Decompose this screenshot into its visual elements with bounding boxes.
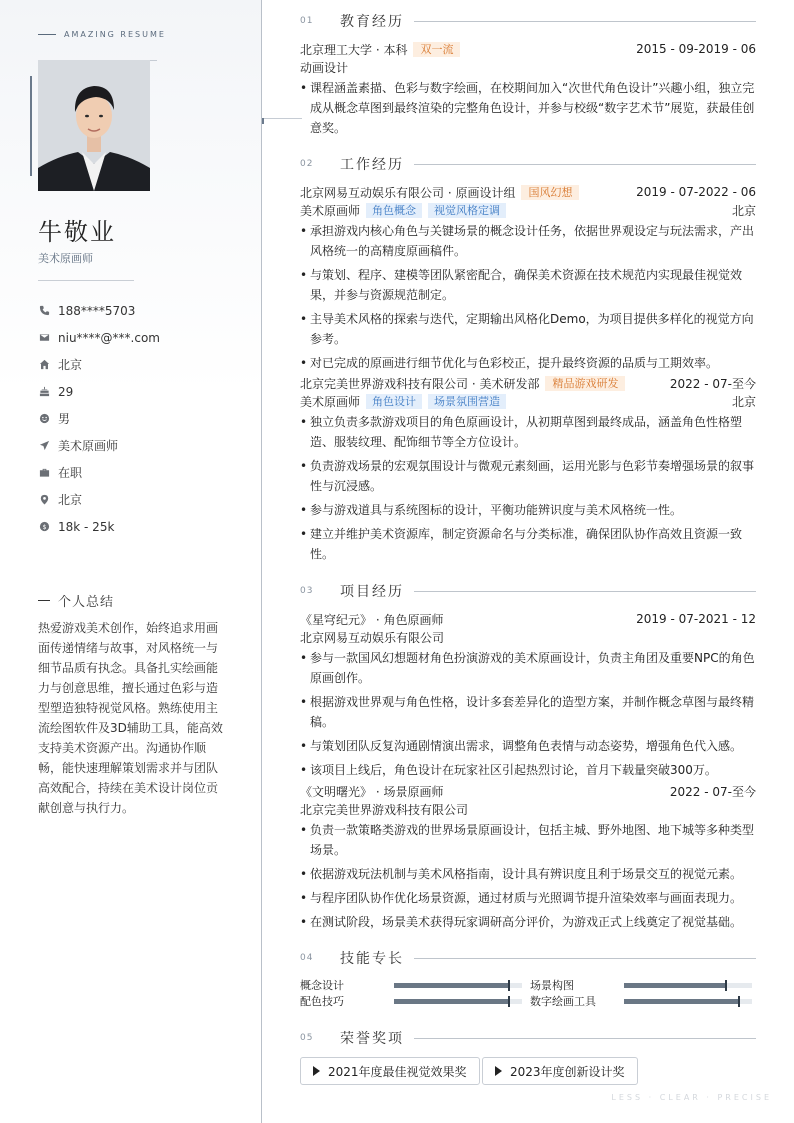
skill-bar — [624, 999, 752, 1004]
work-bullets — [300, 221, 756, 373]
work-header-row — [300, 374, 756, 392]
brand-text: AMAZING RESUME — [64, 30, 166, 39]
section-rule — [414, 591, 756, 592]
skill-marker — [725, 980, 727, 991]
svg-text:$: $ — [41, 522, 47, 531]
work-bullet: • 承担游戏内核心角色与关键场景的概念设计任务，依据世界观设定与玩法需求，产出风格统一的高精度原画稿件。 — [300, 221, 756, 261]
project-dates: 2019 - 07-2021 - 12 — [636, 612, 756, 626]
skill-marker — [508, 996, 510, 1007]
section-number: 04 — [300, 953, 314, 963]
award-badge — [482, 1057, 638, 1085]
skill-bar — [624, 983, 752, 988]
work-role-row — [300, 201, 756, 219]
brand-label — [38, 30, 166, 39]
project-title: 《星穹纪元》 · 角色原画师 — [300, 612, 444, 627]
section-projects-header — [300, 581, 756, 601]
skill-marker — [508, 980, 510, 991]
info-gender — [38, 405, 160, 432]
project-bullet: • 与策划团队反复沟通剧情演出需求，调整角色表情与动态姿势，增强角色代入感。 — [300, 736, 756, 756]
school-tag: 双一流 — [413, 42, 460, 57]
project-bullet: • 参与一款国风幻想题材角色扮演游戏的美术原画设计，负责主角团及重要NPC的角色原画创作。 — [300, 648, 756, 688]
company-tag: 国风幻想 — [521, 185, 579, 200]
work-bullet: • 负责游戏场景的宏观氛围设计与微观元素刻画，运用光影与色彩节奏增强场景的叙事性与沉浸感。 — [300, 456, 756, 496]
skill-item — [300, 977, 522, 993]
skill-fill — [624, 983, 726, 988]
work-bullet: • 参与游戏道具与系统图标的设计，平衡功能辨识度与美术风格统一性。 — [300, 500, 756, 520]
avatar — [38, 60, 150, 191]
work-bullet: • 独立负责多款游戏项目的角色原画设计，从初期草图到最终成品，涵盖角色性格塑造、服装纹理、配饰细节等全方位设计。 — [300, 412, 756, 452]
info-location — [38, 486, 160, 513]
section-title: 教育经历 — [340, 14, 404, 30]
work-city: 北京 — [731, 203, 756, 218]
skill-item — [300, 993, 522, 1009]
project-header-row — [300, 610, 756, 628]
project-company: 北京完美世界游戏科技有限公司 — [300, 802, 469, 817]
location-text: 北京 — [58, 493, 83, 507]
skill-item — [530, 993, 752, 1009]
section-skills-header — [300, 948, 756, 968]
project-dates: 2022 - 07-至今 — [669, 784, 756, 799]
contact-info-list — [38, 297, 160, 540]
skill-name: 配色技巧 — [300, 995, 344, 1008]
info-age — [38, 378, 160, 405]
gender-text: 男 — [58, 412, 71, 426]
project-bullet: • 负责一款策略类游戏的世界场景原画设计，包括主城、野外地图、地下城等多种类型场景。 — [300, 820, 756, 860]
cake-icon — [38, 386, 50, 398]
status-text: 在职 — [58, 466, 83, 480]
project-bullet: • 依据游戏玩法机制与美术风格指南，设计具有辨识度且利于场景交互的视觉元素。 — [300, 864, 756, 884]
project-entry — [300, 610, 756, 784]
skill-bar — [394, 983, 522, 988]
position-text: 美术原画师 — [58, 439, 119, 453]
project-entry — [300, 782, 756, 936]
info-home — [38, 351, 160, 378]
school-name: 北京理工大学 · 本科 — [300, 42, 408, 57]
work-bullet: • 主导美术风格的探索与迭代，定期输出风格化Demo，为项目提供多样化的视觉方向参考。 — [300, 309, 756, 349]
briefcase-icon — [38, 467, 50, 479]
skill-fill — [394, 983, 509, 988]
summary-heading — [38, 591, 114, 610]
sidebar-divider — [38, 280, 134, 281]
phone-text: 188****5703 — [58, 303, 136, 318]
work-city: 北京 — [731, 394, 756, 409]
section-rule — [414, 1038, 756, 1039]
play-triangle-icon — [313, 1066, 320, 1076]
role-tag: 视觉风格定调 — [428, 203, 506, 218]
work-dates: 2022 - 07-至今 — [669, 376, 756, 391]
section-rule — [414, 958, 756, 959]
section-work-header — [300, 154, 756, 174]
section-title: 技能专长 — [340, 951, 404, 967]
education-dates: 2015 - 09-2019 - 06 — [636, 42, 756, 56]
send-icon — [38, 440, 50, 452]
skill-name: 数字绘画工具 — [530, 995, 596, 1008]
skill-fill — [394, 999, 509, 1004]
education-row — [300, 40, 756, 58]
info-salary — [38, 513, 160, 540]
work-bullets — [300, 412, 756, 564]
work-bullet: • 建立并维护美术资源库，制定资源命名与分类标准，确保团队协作高效且资源一致性。 — [300, 524, 756, 564]
brand-dash — [38, 34, 56, 35]
project-bullet: • 该项目上线后，角色设计在玩家社区引起热烈讨论，首月下载量突破300万。 — [300, 760, 756, 780]
education-major: 动画设计 — [300, 60, 349, 75]
company-name: 北京完美世界游戏科技有限公司 · 美术研发部 — [300, 376, 540, 391]
info-position — [38, 432, 160, 459]
company-name: 北京网易互动娱乐有限公司 · 原画设计组 — [300, 185, 516, 200]
section-rule — [414, 164, 756, 165]
work-role-row — [300, 392, 756, 410]
summary-text: 热爱游戏美术创作，始终追求用画面传递情绪与故事，对风格统一与细节品质有执念。具备扎实绘画能力与创意思维，擅长通过色彩与造型塑造独特视觉风格。熟练使用主流绘图软件及3D辅助工具，能高效支持美术资源产出。沟通协作顺畅，能快速理解策划需求并与团队高效配合，持续在美术设计岗位贡献创意与执行力。 — [38, 621, 223, 815]
section-education-header — [300, 11, 756, 31]
age-text: 29 — [58, 384, 74, 399]
avatar-portrait — [38, 60, 150, 191]
work-header-row — [300, 183, 756, 201]
skill-name: 场景构图 — [530, 979, 574, 992]
project-title: 《文明曙光》 · 场景原画师 — [300, 784, 444, 799]
section-title: 项目经历 — [340, 584, 404, 600]
summary-title-text: 个人总结 — [58, 595, 115, 610]
work-bullet: • 与策划、程序、建模等团队紧密配合，确保美术资源在技术规范内实现最佳视觉效果，并参与资源规范制定。 — [300, 265, 756, 305]
section-number: 02 — [300, 159, 314, 169]
project-bullet: • 与程序团队协作优化场景资源，通过材质与光照调节提升渲染效率与画面表现力。 — [300, 888, 756, 908]
education-major-row — [300, 58, 756, 76]
salary-text: 18k - 25k — [58, 519, 115, 534]
section-awards-header — [300, 1028, 756, 1048]
project-bullets — [300, 648, 756, 780]
skill-name: 概念设计 — [300, 979, 344, 992]
skill-bar — [394, 999, 522, 1004]
person-name: 牛敬业 — [38, 218, 116, 246]
email-text: niu****@***.com — [58, 330, 160, 345]
work-bullet: • 对已完成的原画进行细节优化与色彩校正，提升最终资源的品质与工期效率。 — [300, 353, 756, 373]
phone-icon — [38, 305, 50, 317]
project-header-row — [300, 782, 756, 800]
project-company: 北京网易互动娱乐有限公司 — [300, 630, 445, 645]
project-bullets — [300, 820, 756, 932]
education-bullet: • 课程涵盖素描、色彩与数字绘画，在校期间加入“次世代角色设计”兴趣小组，独立完成从概念草图到最终渲染的完整角色设计，并参与校级“数字艺术节”展览，获最佳创意奖。 — [300, 78, 756, 138]
connector-line — [262, 118, 302, 119]
education-entry — [300, 40, 756, 142]
dollar-icon — [38, 521, 50, 533]
info-status — [38, 459, 160, 486]
role-tag: 场景氛围营造 — [428, 394, 506, 409]
work-entry — [300, 183, 756, 377]
project-company-row — [300, 628, 756, 646]
connector-tick — [262, 118, 264, 124]
photo-accent-bar — [30, 76, 32, 176]
smile-icon — [38, 413, 50, 425]
skill-item — [530, 977, 752, 993]
info-email — [38, 324, 160, 351]
company-tag: 精品游戏研发 — [545, 376, 625, 391]
project-company-row — [300, 800, 756, 818]
section-number: 05 — [300, 1033, 314, 1043]
mail-icon — [38, 332, 50, 344]
role-name: 美术原画师 — [300, 394, 361, 409]
work-entry — [300, 374, 756, 568]
info-phone — [38, 297, 160, 324]
section-title: 工作经历 — [340, 157, 404, 173]
section-rule — [414, 21, 756, 22]
section-title: 荣誉奖项 — [340, 1031, 404, 1047]
project-bullet: • 在测试阶段，场景美术获得玩家调研高分评价，为游戏正式上线奠定了视觉基础。 — [300, 912, 756, 932]
award-badge — [300, 1057, 480, 1085]
summary-dash — [38, 600, 50, 601]
work-dates: 2019 - 07-2022 - 06 — [636, 185, 756, 199]
award-text: 2023年度创新设计奖 — [510, 1064, 625, 1079]
project-bullet: • 根据游戏世界观与角色性格，设计多套差异化的造型方案，并制作概念草图与最终精稿。 — [300, 692, 756, 732]
job-title: 美术原画师 — [38, 252, 93, 265]
section-number: 03 — [300, 586, 314, 596]
role-name: 美术原画师 — [300, 203, 361, 218]
role-tag: 角色设计 — [366, 394, 422, 409]
home-icon — [38, 359, 50, 371]
education-bullets — [300, 78, 756, 138]
award-text: 2021年度最佳视觉效果奖 — [328, 1064, 467, 1079]
skill-fill — [624, 999, 739, 1004]
location-pin-icon — [38, 494, 50, 506]
play-triangle-icon — [495, 1066, 502, 1076]
footer-slogan: LESS · CLEAR · PRECISE — [611, 1093, 772, 1102]
skill-marker — [738, 996, 740, 1007]
role-tag: 角色概念 — [366, 203, 422, 218]
sidebar — [0, 0, 262, 1123]
section-number: 01 — [300, 16, 314, 26]
home-text: 北京 — [58, 358, 83, 372]
